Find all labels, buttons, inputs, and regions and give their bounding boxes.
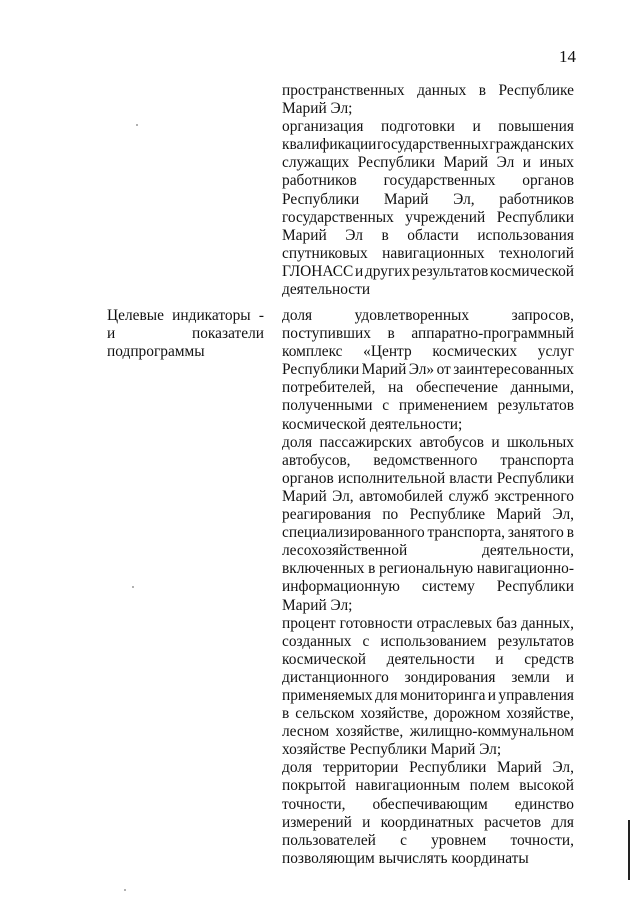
scan-edge-mark [628, 820, 630, 880]
text-line: дистанционного зондирования земли и [282, 668, 574, 686]
text-line: ГЛОНАСС и других результатов космической [282, 262, 574, 280]
scan-speck [136, 124, 138, 126]
text-line: Республики Марий Эл, работников [282, 190, 574, 208]
text-line: служащих Республики Марий Эл и иных [282, 154, 574, 172]
scan-speck [132, 586, 134, 588]
text-line: квалификации государственных гражданских [282, 136, 574, 154]
text-line: космической деятельности и средств [282, 650, 574, 668]
text-line: процент готовности отраслевых баз данных, [282, 614, 574, 632]
text-line: потребителей, на обеспечение данными, [282, 379, 574, 397]
text-line: подпрограммы [107, 343, 205, 361]
text-line: позволяющим вычислять координаты [282, 849, 529, 867]
text-line: созданных с использованием результатов [282, 632, 574, 650]
text-line: спутниковых навигационных технологий [282, 244, 574, 262]
text-line: государственных учреждений Республики [282, 208, 574, 226]
text-line: пространственных данных в Республике [282, 82, 574, 99]
text-line: специализированного транспорта, занятого в [282, 524, 574, 542]
text-line: полученными с применением результатов [282, 397, 574, 415]
indicators-text-block [282, 307, 574, 868]
text-line: Целевые индикаторы - [107, 307, 264, 324]
text-line: измерений и координатных расчетов для [282, 813, 574, 831]
text-line: Республики Марий Эл» от заинтересованных [282, 361, 574, 379]
text-line: лесохозяйственной деятельности, [282, 542, 574, 560]
text-line: Марий Эл в области использования [282, 226, 574, 244]
text-line: и показатели [107, 325, 264, 343]
text-line: покрытой навигационным полем высокой [282, 777, 574, 795]
text-line: Марий Эл, автомобилей служб экстренного [282, 487, 574, 505]
text-line: органов исполнительной власти Республики [282, 469, 574, 487]
text-line: деятельности [282, 281, 371, 299]
text-line: Марий Эл; [282, 100, 353, 118]
text-line: реагирования по Республике Марий Эл, [282, 506, 574, 524]
text-line: в сельском хозяйстве, дорожном хозяйстве, [282, 705, 574, 723]
text-line: поступивших в аппаратно-программный [282, 325, 574, 343]
text-line: организация подготовки и повышения [282, 118, 574, 136]
text-line: космической деятельности; [282, 415, 463, 433]
text-line: доля пассажирских автобусов и школьных [282, 433, 574, 451]
page-number: 14 [559, 47, 576, 66]
text-line: точности, обеспечивающим единство [282, 795, 574, 813]
top-text-block [282, 82, 574, 299]
text-line: хозяйстве Республики Марий Эл; [282, 741, 502, 759]
text-line: лесном хозяйстве, жилищно-коммунальном [282, 723, 574, 741]
text-line: информационную систему Республики [282, 578, 574, 596]
text-line: пользователей с уровнем точности, [282, 831, 574, 849]
text-line: применяемых для мониторинга и управления [282, 686, 574, 704]
text-line: включенных в региональную навигационно- [282, 560, 574, 578]
text-line: работников государственных органов [282, 172, 574, 190]
scan-speck [124, 889, 126, 891]
text-line: автобусов, ведомственного транспорта [282, 451, 574, 469]
text-line: комплекс «Центр космических услуг [282, 343, 574, 361]
text-line: доля удовлетворенных запросов, [282, 307, 574, 324]
text-line: доля территории Республики Марий Эл, [282, 759, 574, 777]
text-line: Марий Эл; [282, 596, 353, 614]
indicators-label [107, 307, 264, 361]
